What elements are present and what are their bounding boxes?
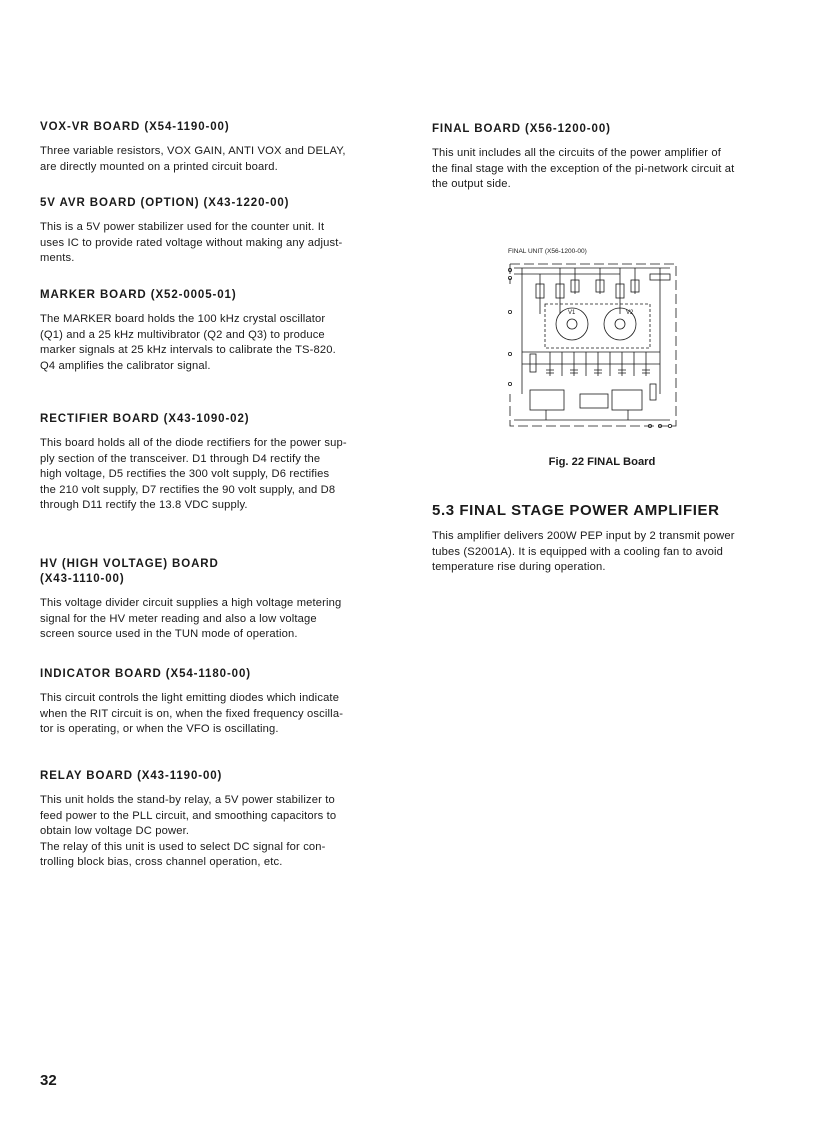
body-line: uses IC to provide rated voltage without making any adjust- [40,236,343,249]
body-line: high voltage, D5 rectifies the 300 volt supply, D6 rectifies [40,468,330,481]
section-body [40,596,380,643]
section-relay-board [40,769,380,871]
schematic-header: FINAL UNIT (X56-1200-00) [508,248,587,255]
section-body [40,436,380,514]
section-vox-vr-board [40,120,380,175]
section-body [40,312,380,374]
section-body [40,144,380,175]
section-final-board [432,122,780,193]
body-line: Three variable resistors, VOX GAIN, ANTI VOX and DELAY, [40,145,346,157]
body-line: when the RIT circuit is on, when the fixed frequency oscilla- [40,707,344,720]
body-line: signal for the HV meter reading and also a low voltage [40,612,317,625]
body-line: screen source used in the TUN mode of operation. [40,628,298,641]
section-body [40,793,380,871]
section-body [432,529,780,576]
body-line: ply section of the transceiver. D1 through D4 rectify the [40,452,321,465]
section-title: RELAY BOARD (X43-1190-00) [40,770,223,782]
body-line: the output side. [432,178,511,191]
section-title: VOX-VR BOARD (X54-1190-00) [40,121,230,133]
tube-label-v1: V1 [568,310,576,316]
section-hv-board [40,557,380,643]
body-line: tubes (S2001A). It is equipped with a cooling fan to avoid [432,545,724,558]
body-line: This voltage divider circuit supplies a high voltage metering [40,597,342,609]
body-line: the 210 volt supply, D7 rectifies the 90 volt supply, and D8 [40,483,336,496]
section-body [40,691,380,738]
body-line: The MARKER board holds the 100 kHz crystal oscillator [40,313,326,325]
section-title: FINAL BOARD (X56-1200-00) [432,123,611,135]
body-line: This unit includes all the circuits of the power amplifier of [432,147,721,159]
section-title [40,557,380,587]
body-line: obtain low voltage DC power. [40,825,190,838]
section-body [40,220,380,267]
body-line: ments. [40,252,75,265]
body-line: This is a 5V power stabilizer used for the counter unit. It [40,221,325,233]
body-line: feed power to the PLL circuit, and smoothing capacitors to [40,809,337,822]
section-heading: 5.3 FINAL STAGE POWER AMPLIFIER [432,502,720,519]
body-line: The relay of this unit is used to select DC signal for con- [40,840,326,853]
body-line: marker signals at 25 kHz intervals to calibrate the TS-820. [40,344,336,357]
section-5v-avr-board [40,196,380,267]
section-title-line: (X43-1110-00) [40,573,125,585]
schematic-drawing [500,244,680,440]
section-marker-board [40,288,380,374]
body-line: (Q1) and a 25 kHz multivibrator (Q2 and Q3) to produce [40,328,325,341]
tube-label-v2: V2 [626,310,634,316]
section-final-stage-amplifier [432,502,780,576]
body-line: This board holds all of the diode rectifiers for the power sup- [40,437,347,449]
body-line: through D11 rectify the 13.8 VDC supply. [40,499,248,512]
body-line: the final stage with the exception of the pi-network circuit at [432,162,735,175]
section-title: RECTIFIER BOARD (X43-1090-02) [40,413,250,425]
page-number: 32 [40,1072,57,1089]
section-title: 5V AVR BOARD (OPTION) (X43-1220-00) [40,197,290,209]
body-line: are directly mounted on a printed circuit board. [40,160,278,173]
body-line: trolling block bias, cross channel operation, etc. [40,856,283,869]
figure-caption: Fig. 22 FINAL Board [548,456,656,468]
body-line: temperature rise during operation. [432,561,606,574]
section-title-line: HV (HIGH VOLTAGE) BOARD [40,558,219,570]
body-line: Q4 amplifies the calibrator signal. [40,359,211,372]
body-line: This circuit controls the light emitting diodes which indicate [40,692,340,704]
body-line: tor is operating, or when the VFO is oscillating. [40,723,279,736]
body-line: This unit holds the stand-by relay, a 5V power stabilizer to [40,794,335,806]
section-title: INDICATOR BOARD (X54-1180-00) [40,668,251,680]
section-title: MARKER BOARD (X52-0005-01) [40,289,237,301]
section-body [432,146,780,193]
section-rectifier-board [40,412,380,514]
schematic-lines [508,264,676,428]
final-board-schematic [500,244,680,440]
body-line: This amplifier delivers 200W PEP input by 2 transmit power [432,530,735,542]
section-indicator-board [40,667,380,738]
